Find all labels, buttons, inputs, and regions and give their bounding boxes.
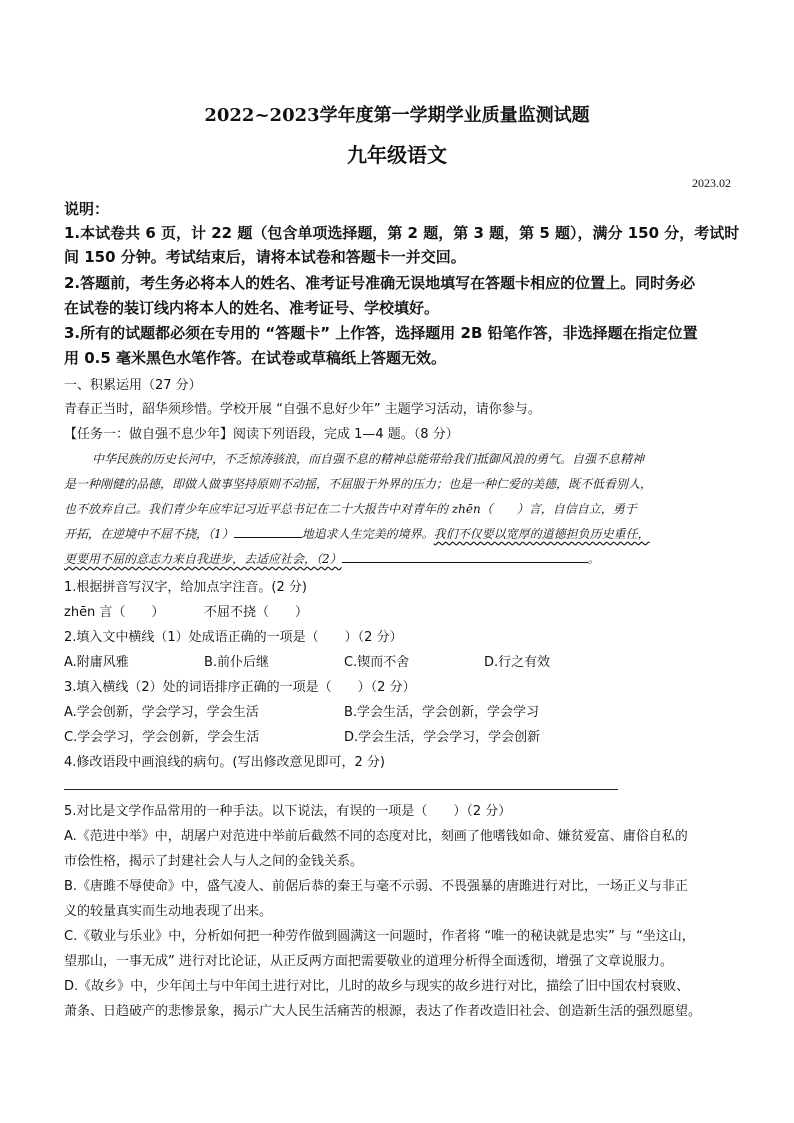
passage-text: 。	[587, 552, 600, 566]
question-4: 4.修改语段中画浪线的病句。(写出修改意见即可，2 分)	[64, 755, 385, 770]
question-1-part-b[interactable]: 不屈不挠（ ）	[204, 605, 309, 620]
option-c[interactable]: C.锲而不舍	[344, 655, 410, 670]
option-d-continued: 萧条、日趋破产的悲惨景象，揭示广大人民生活痛苦的根源，表达了作者改造旧社会、创造新生活的强烈愿望。	[64, 1004, 702, 1019]
instructions-heading: 说明：	[64, 200, 110, 218]
instruction-line: 在试卷的装订线内将本人的姓名、准考证号、学校填好。	[64, 299, 440, 317]
task-heading: 【任务一：做自强不息少年】阅读下列语段，完成 1—4 题。（8 分）	[64, 427, 459, 442]
passage-line: 也不放弃自己。我们青少年应牢记习近平总书记在二十大报告中对青年的 zhēn（ ）言，自信自立，勇于	[64, 502, 637, 516]
option-b-continued: 义的较量真实而生动地表现了出来。	[64, 904, 273, 919]
option-a[interactable]: A.学会创新，学会学习，学会生活	[64, 705, 259, 720]
section-intro: 青春正当时，韶华须珍惜。学校开展 “自强不息好少年” 主题学习活动，请你参与。	[64, 402, 541, 417]
option-c[interactable]: C.学会学习，学会创新，学会生活	[64, 730, 260, 745]
passage-line	[64, 550, 600, 567]
exam-date: 2023.02	[692, 176, 731, 190]
option-d[interactable]: D.《故乡》中，少年闰土与中年闰土进行对比，儿时的故乡与现实的故乡进行对比，描绘了旧中国农村衰败、	[64, 979, 690, 994]
option-b[interactable]: B.前仆后继	[204, 655, 270, 670]
question-1: 1.根据拼音写汉字，给加点字注音。(2 分)	[64, 580, 307, 595]
instruction-line: 3.所有的试题都必须在专用的 “答题卡” 上作答，选择题用 2B 铅笔作答，非选择题在指定位置	[64, 324, 698, 342]
option-d[interactable]: D.学会生活，学会学习，学会创新	[344, 730, 541, 745]
passage-line	[64, 525, 650, 542]
question-5: 5.对比是文学作品常用的一种手法。以下说法，有误的一项是（ ）（2 分）	[64, 804, 512, 819]
wavy-underlined-sentence: 更要用不屈的意志力来自我进步，去适应社会，（2）	[64, 552, 342, 566]
option-b[interactable]: B.《唐雎不辱使命》中，盛气凌人、前倨后恭的秦王与毫不示弱、不畏强暴的唐雎进行对比，一场正义与非正	[64, 879, 689, 894]
option-a-continued: 市侩性格，揭示了封建社会人与人之间的金钱关系。	[64, 854, 364, 869]
option-a[interactable]: A.《范进中举》中，胡屠户对范进中举前后截然不同的态度对比，刻画了他嗜钱如命、嫌贫爱富、庸俗自私的	[64, 829, 688, 844]
option-d[interactable]: D.行之有效	[484, 655, 551, 670]
exam-subtitle: 九年级语文	[347, 143, 447, 167]
answer-blank-2[interactable]	[342, 550, 588, 563]
instruction-line: 间 150 分钟。考试结束后，请将本试卷和答题卡一并交回。	[64, 248, 466, 266]
instruction-line: 1.本试卷共 6 页，计 22 题（包含单项选择题，第 2 题，第 3 题，第 5 题），满分 150 分，考试时	[64, 224, 740, 242]
exam-title: 2022~2023学年度第一学期学业质量监测试题	[204, 105, 590, 126]
instruction-line: 用 0.5 毫米黑色水笔作答。在试卷或草稿纸上答题无效。	[64, 349, 447, 367]
question-1-part-a[interactable]: zhēn 言（ ）	[64, 605, 165, 620]
answer-line[interactable]	[64, 789, 618, 790]
wavy-underlined-sentence: 我们不仅要以宽厚的道德担负历史重任，	[433, 527, 650, 541]
question-3: 3.填入横线（2）处的词语排序正确的一项是（ ）（2 分）	[64, 680, 416, 695]
passage-text: 地追求人生完美的境界。	[301, 527, 434, 541]
question-2: 2.填入文中横线（1）处成语正确的一项是（ ）（2 分）	[64, 630, 403, 645]
passage-line: 中华民族的历史长河中，不乏惊涛骇浪，而自强不息的精神总能带给我们抵御风浪的勇气。自强不息精神	[92, 452, 645, 466]
passage-line: 是一种刚健的品德，即做人做事坚持原则不动摇，不屈服于外界的压力；也是一种仁爱的美德，既不低看别人，	[64, 477, 653, 491]
section-heading: 一、积累运用（27 分）	[64, 378, 202, 393]
option-c[interactable]: C.《敬业与乐业》中，分析如何把一种劳作做到圆满这一问题时，作者将 “唯一的秘诀就是忠实” 与 “坐这山，	[64, 929, 695, 944]
option-c-continued: 望那山，一事无成” 进行对比论证，从正反两方面把需要敬业的道理分析得全面透彻，增强了文章说服力。	[64, 954, 673, 969]
option-a[interactable]: A.附庸风雅	[64, 655, 129, 670]
answer-blank-1[interactable]	[234, 525, 302, 538]
passage-text: 开拓，在逆境中不屈不挠，（1）	[64, 527, 234, 541]
instruction-line: 2.答题前，考生务必将本人的姓名、准考证号准确无误地填写在答题卡相应的位置上。同时务必	[64, 274, 696, 292]
option-b[interactable]: B.学会生活，学会创新，学会学习	[344, 705, 540, 720]
